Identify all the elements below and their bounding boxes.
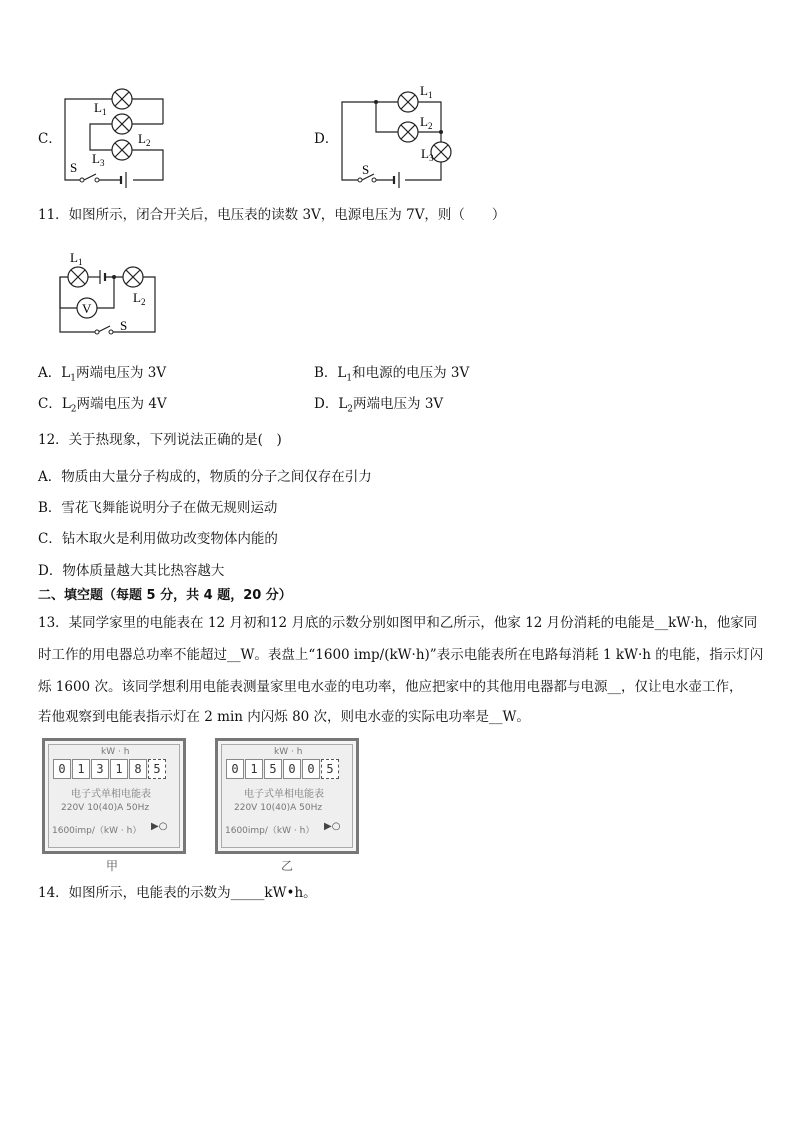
label-s: S <box>70 160 78 175</box>
question-13-line-4: 若他观察到电能表指示灯在 2 min 内闪烁 80 次，则电水壶的实际电功率是__W。 <box>38 709 530 725</box>
electric-meter-yi <box>215 738 359 854</box>
label-l2: $L_2$ <box>138 131 151 148</box>
label-l2: $L_2$ <box>420 114 433 131</box>
meter-imp: 1600imp/（kW · h） <box>225 826 315 836</box>
label-l2: $L_2$ <box>133 290 146 307</box>
section-2-title: 二、填空题（每题 5 分，共 4 题，20 分） <box>38 588 292 603</box>
circuit-diagram-d <box>0 0 794 200</box>
q11-option-a[interactable]: A．$L_1$两端电压为 3V <box>38 365 167 384</box>
meter-name: 电子式单相电能表 <box>71 789 151 800</box>
question-13-line-1: 13．某同学家里的电能表在 12 月初和12 月底的示数分别如图甲和乙所示，他家 12 月份消耗的电能是__kW·h，他家同 <box>38 615 758 631</box>
label-s: S <box>362 162 370 177</box>
question-14-stem: 14．如图所示，电能表的示数为_____kW•h。 <box>38 885 317 901</box>
meter-name: 电子式单相电能表 <box>244 789 324 800</box>
question-11-stem: 11．如图所示，闭合开关后，电压表的读数 3V，电源电压为 7V，则（ ） <box>38 207 506 223</box>
meter-rating: 220V 10(40)A 50Hz <box>61 803 150 813</box>
indicator-light-icon: ▶○ <box>151 821 168 832</box>
label-l3: $L_3$ <box>92 151 105 168</box>
q11-option-d[interactable]: D．$L_2$两端电压为 3V <box>314 396 444 415</box>
electric-meter-jia <box>42 738 186 854</box>
circuit-diagram-q11 <box>0 240 794 340</box>
label-l3: $L_3$ <box>421 146 434 163</box>
question-13-line-3: 烁 1600 次。该同学想利用电能表测量家里电水壶的电功率，他应把家中的其他用电器都与电源__，仅让电水壶工作， <box>38 679 743 695</box>
meter-unit: kW · h <box>274 747 303 757</box>
label-s: S <box>120 318 128 333</box>
label-l1: $L_1$ <box>420 83 433 100</box>
q11-option-b[interactable]: B．$L_1$和电源的电压为 3V <box>314 365 470 384</box>
label-l1: $L_1$ <box>94 100 107 117</box>
q12-option-b[interactable]: B．雪花飞舞能说明分子在做无规则运动 <box>38 500 278 516</box>
label-v: V <box>82 301 92 316</box>
meter-rating: 220V 10(40)A 50Hz <box>234 803 323 813</box>
meter-unit: kW · h <box>101 747 130 757</box>
meter-imp: 1600imp/（kW · h） <box>52 826 142 836</box>
question-12-stem: 12．关于热现象，下列说法正确的是( ) <box>38 432 282 448</box>
meter-caption-yi: 乙 <box>281 859 294 873</box>
meter-caption-jia: 甲 <box>106 859 119 873</box>
question-13-line-2: 时工作的用电器总功率不能超过__W。表盘上“1600 imp/(kW·h)”表示电能表所在电路每消耗 1 kW·h 的电能，指示灯闪 <box>38 647 764 663</box>
option-d-label: D． <box>314 131 339 147</box>
label-l1: $L_1$ <box>70 250 83 267</box>
option-c-label: C． <box>38 131 62 147</box>
q12-option-a[interactable]: A．物质由大量分子构成的，物质的分子之间仅存在引力 <box>38 469 372 485</box>
meter-digits: 0 1 3 1 8 5 <box>53 759 167 779</box>
indicator-light-icon: ▶○ <box>324 821 341 832</box>
meter-digits: 0 1 5 0 0 5 <box>226 759 340 779</box>
q11-option-c[interactable]: C．$L_2$两端电压为 4V <box>38 396 167 415</box>
q12-option-d[interactable]: D．物体质量越大其比热容越大 <box>38 563 225 579</box>
q12-option-c[interactable]: C．钻木取火是利用做功改变物体内能的 <box>38 531 278 547</box>
